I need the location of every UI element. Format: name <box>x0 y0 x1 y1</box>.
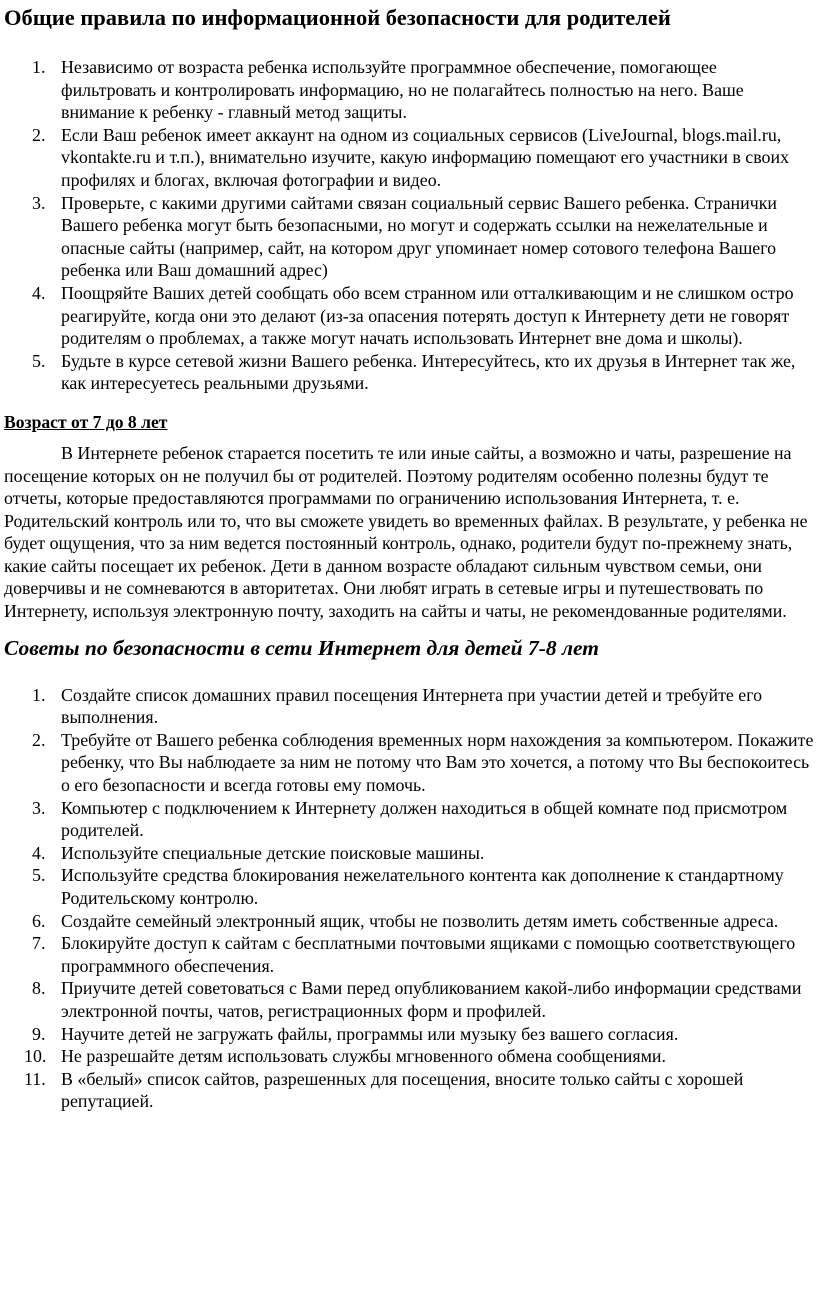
list-item <box>4 56 816 124</box>
list-item-number: 5. <box>32 865 46 886</box>
list-item-text: Если Ваш ребенок имеет аккаунт на одном из социальных сервисов (LiveJournal, blogs.mail.ru, vkontakte.ru и т.п.), внимательно изучите, какую информацию помещают его участники в своих профилях и блогах, включая фотографии и видео. <box>61 124 790 190</box>
list-item-text: Будьте в курсе сетевой жизни Вашего ребенка. Интересуйтесь, кто их друзья в Интернет так же, как интересуетесь реальными друзьями. <box>61 350 796 394</box>
list-item-number: 8. <box>32 978 46 999</box>
list-item <box>4 350 816 395</box>
tips-list <box>4 684 816 1113</box>
list-item-number: 7. <box>32 933 46 954</box>
list-item <box>4 1045 816 1068</box>
list-item-text: Используйте специальные детские поисковые машины. <box>61 842 485 863</box>
list-item <box>4 842 816 865</box>
list-item <box>4 1023 816 1046</box>
list-item-text: Используйте средства блокирования нежелательного контента как дополнение к стандартному Родительскому контролю. <box>61 865 784 908</box>
age-section-heading: Возраст от 7 до 8 лет <box>4 411 168 432</box>
list-item-number: 2. <box>32 124 46 145</box>
list-item-number: 11. <box>24 1068 46 1089</box>
list-item-number: 10. <box>24 1046 47 1067</box>
list-item-text: Не разрешайте детям использовать службы мгновенного обмена сообщениями. <box>61 1046 666 1067</box>
list-item-text: В «белый» список сайтов, разрешенных для посещения, вносите только сайты с хорошей репутацией. <box>61 1068 744 1112</box>
list-item-text: Создайте семейный электронный ящик, чтобы не позволить детям иметь собственные адреса. <box>61 910 779 931</box>
list-item-number: 5. <box>32 350 46 371</box>
list-item-text: Приучите детей советоваться с Вами перед опубликованием какой-либо информации средствами электронной почты, чатов, регистрационных форм и профилей. <box>61 978 802 1021</box>
list-item <box>4 729 816 797</box>
page-title: Общие правила по информационной безопасности для родителей <box>4 5 671 30</box>
list-item-number: 9. <box>32 1023 46 1044</box>
list-item <box>4 192 816 282</box>
list-item-text: Создайте список домашних правил посещения Интернета при участии детей и требуйте его выполнения. <box>61 684 763 728</box>
list-item-number: 1. <box>32 684 46 705</box>
list-item-text: Компьютер с подключением к Интернету должен находиться в общей комнате под присмотром родителей. <box>61 797 788 841</box>
tips-heading: Советы по безопасности в сети Интернет для детей 7-8 лет <box>4 635 599 660</box>
list-item-number: 4. <box>32 842 46 863</box>
age-section-paragraph: В Интернете ребенок старается посетить те или иные сайты, а возможно и чаты, разрешение на посещение которых он не получил бы от родителей. Поэтому родителям особенно полезны будут те отчеты, которые предоставляются программами по ограничению использования Интернета, т. е. Родительский контроль или то, что вы сможете увидеть во временных файлах. В результате, у ребенка не будет ощущения, что за ним ведется постоянный контроль, однако, родители будут по-прежнему знать, какие сайты посещает их ребенок. Дети в данном возрасте обладают сильным чувством семьи, они доверчивы и не сомневаются в авторитетах. Они любят играть в сетевые игры и путешествовать по Интернету, используя электронную почту, заходить на сайты и чаты, не рекомендованные родителями. <box>4 442 808 622</box>
list-item-text: Научите детей не загружать файлы, программы или музыку без вашего согласия. <box>61 1023 679 1044</box>
list-item-text: Поощряйте Ваших детей сообщать обо всем странном или отталкивающим и не слишком остро реагируйте, когда они это делают (из-за опасения потерять доступ к Интернету дети не говорят родителям о проблемах, а также могут начать использовать Интернет вне дома и школы). <box>61 282 794 349</box>
list-item <box>4 1068 816 1113</box>
list-item-number: 2. <box>32 729 46 750</box>
list-item-text: Проверьте, с какими другими сайтами связан социальный сервис Вашего ребенка. Странички Вашего ребенка могут быть безопасными, но могут и содержать ссылки на нежелательные и опасные сайты (например, сайт, на котором друг упоминает номер сотового телефона Вашего ребенка или Ваш домашний адрес) <box>61 192 777 281</box>
list-item-text: Блокируйте доступ к сайтам с бесплатными почтовыми ящиками с помощью соответствующего программного обеспечения. <box>61 933 796 976</box>
list-item-text: Независимо от возраста ребенка используйте программное обеспечение, помогающее фильтровать и контролировать информацию, но не полагайтесь полностью на него. Ваше внимание к ребенку - главный метод защиты. <box>61 57 744 123</box>
list-item-number: 1. <box>32 57 46 77</box>
list-item <box>4 684 816 729</box>
list-item-number: 4. <box>32 282 46 303</box>
list-item-number: 3. <box>32 192 46 213</box>
list-item <box>4 864 816 909</box>
list-item-text: Требуйте от Вашего ребенка соблюдения временных норм нахождения за компьютером. Покажите ребенку, что Вы наблюдаете за ним не потому что Вам это хочется, а потому что Вы беспокоитесь о его безопасности и всегда готовы ему помочь. <box>61 729 814 796</box>
list-item-number: 6. <box>32 910 46 931</box>
list-item-number: 3. <box>32 797 46 818</box>
general-rules-list <box>4 56 816 395</box>
list-item <box>4 932 816 977</box>
list-item <box>4 282 816 350</box>
list-item <box>4 977 816 1022</box>
list-item <box>4 124 816 192</box>
list-item <box>4 910 816 933</box>
list-item <box>4 797 816 842</box>
